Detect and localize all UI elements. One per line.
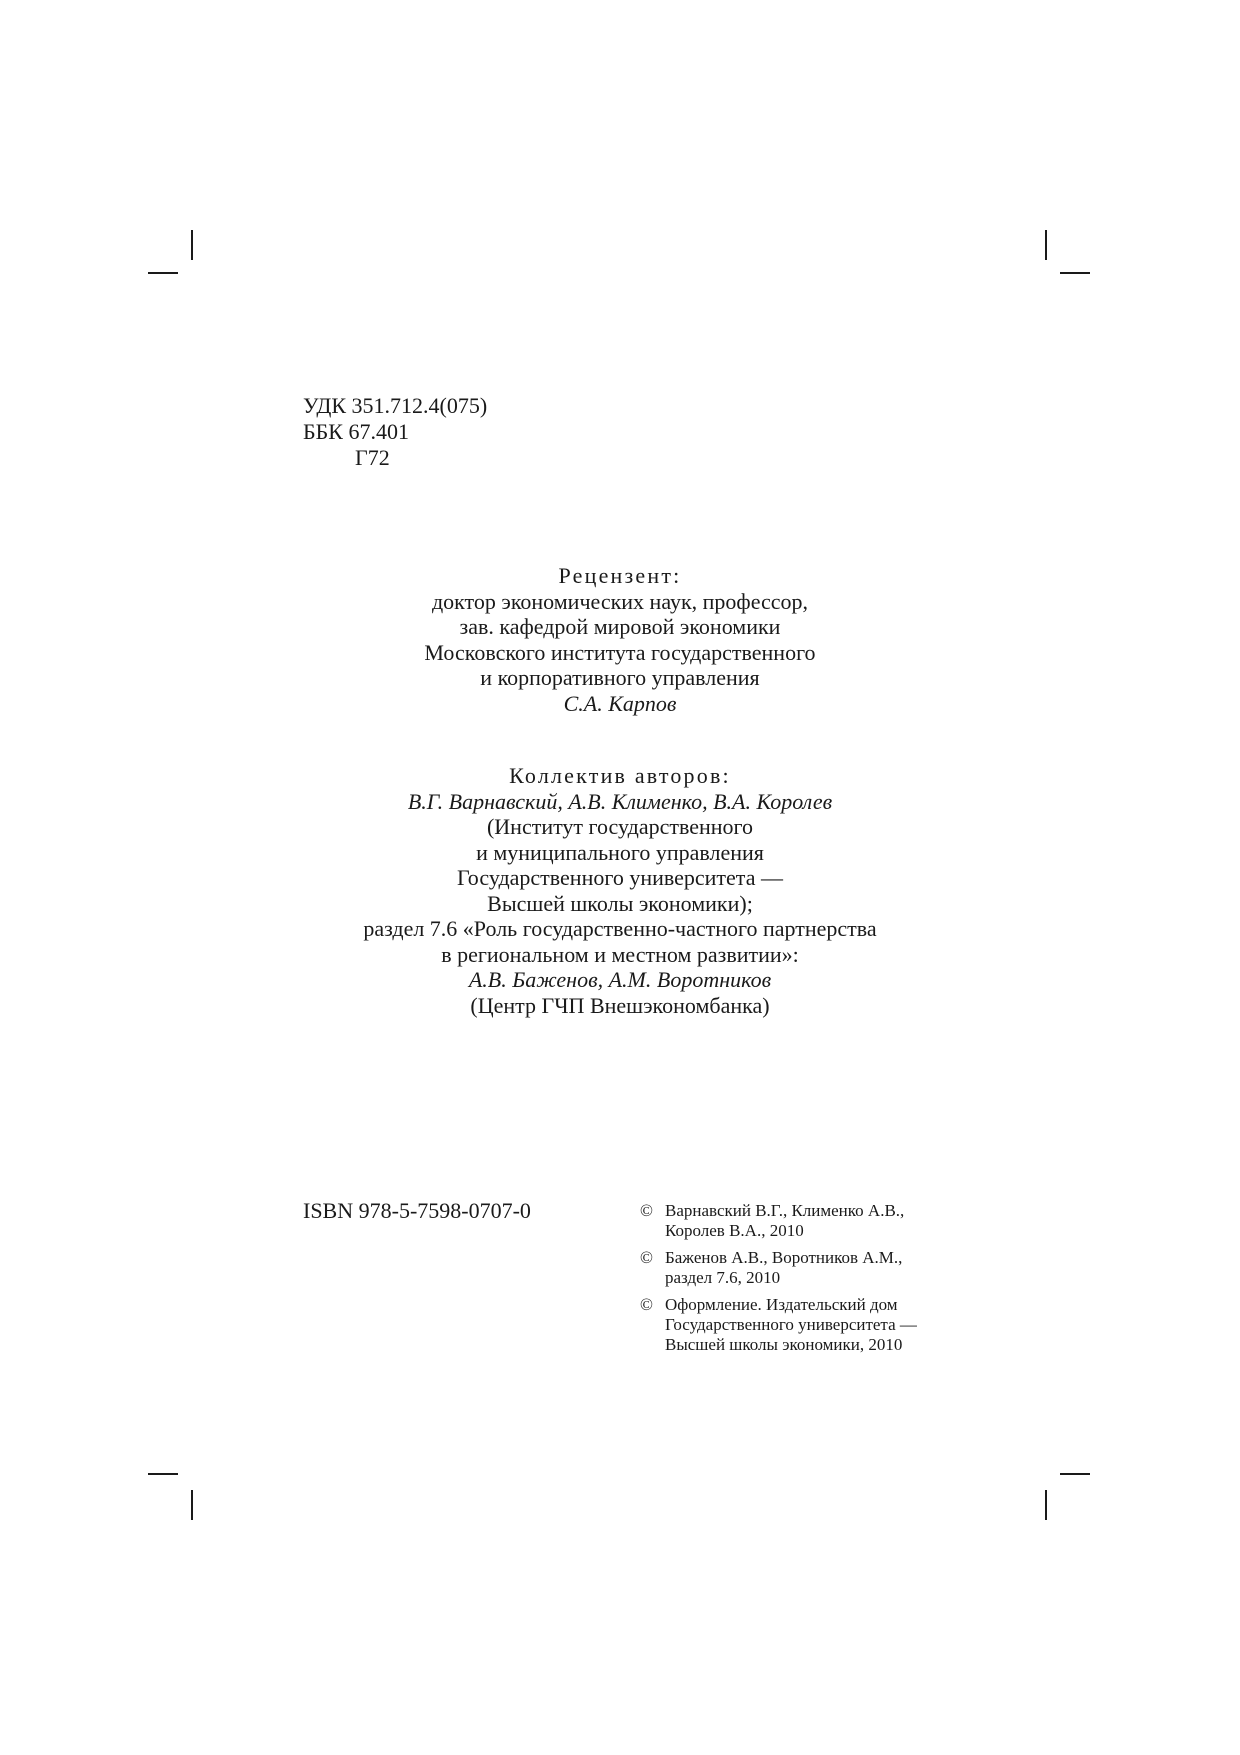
copyright-entry [640, 1295, 960, 1355]
section-affiliation: (Центр ГЧП Внешэкономбанка) [470, 992, 770, 1018]
author-affiliation-line: Высшей школы экономики); [487, 890, 753, 916]
author-affiliation-line: Государственного университета — [457, 865, 783, 890]
copyright-line: Высшей школы экономики, 2010 [665, 1335, 903, 1354]
crop-mark-top-left-horizontal [148, 272, 178, 274]
reviewer-credential-line: зав. кафедрой мировой экономики [459, 614, 781, 639]
copyright-notices [640, 1201, 960, 1362]
reviewer-name: С.А. Карпов [563, 690, 677, 716]
copyright-entry [640, 1248, 960, 1288]
reviewer-heading: Рецензент: [558, 563, 682, 588]
copyright-line: Варнавский В.Г., Клименко А.В., [665, 1201, 905, 1220]
author-mark: Г72 [355, 445, 390, 470]
isbn: ISBN 978-5-7598-0707-0 [303, 1198, 531, 1223]
copyright-line: Государственного университета — [665, 1315, 917, 1334]
crop-mark-bottom-right-vertical [1045, 1490, 1047, 1520]
author-affiliation-line: и муниципального управления [476, 839, 764, 865]
author-affiliation-line: (Институт государственного [486, 814, 754, 839]
copyright-entry [640, 1201, 960, 1241]
copyright-line: Баженов А.В., Воротников А.М., [665, 1248, 903, 1267]
classification-codes [303, 393, 487, 471]
section-title-line: раздел 7.6 «Роль государственно-частного партнерства [363, 916, 877, 941]
reviewer-credential-line: доктор экономических наук, профессор, [431, 588, 809, 614]
copyright-icon: © [640, 1201, 653, 1220]
crop-mark-top-left-vertical [191, 230, 193, 260]
crop-mark-top-right-horizontal [1060, 272, 1090, 274]
copyright-line: Королев В.А., 2010 [665, 1221, 804, 1240]
crop-mark-top-right-vertical [1045, 230, 1047, 260]
section-title-line: в региональном и местном развитии»: [441, 941, 799, 967]
udk-code: УДК 351.712.4(075) [303, 393, 488, 418]
copyright-line: раздел 7.6, 2010 [665, 1268, 781, 1287]
reviewer-credential-line: Московского института государственного [424, 639, 816, 665]
authors-block [250, 763, 990, 1018]
author-names: В.Г. Варнавский, А.В. Клименко, В.А. Королев [407, 788, 833, 814]
copyright-icon: © [640, 1295, 653, 1314]
authors-heading: Коллектив авторов: [509, 763, 731, 788]
bbk-code: ББК 67.401 [303, 419, 409, 444]
reviewer-credential-line: и корпоративного управления [480, 665, 760, 690]
crop-mark-bottom-left-horizontal [148, 1473, 178, 1475]
crop-mark-bottom-left-vertical [191, 1490, 193, 1520]
copyright-line: Оформление. Издательский дом [665, 1295, 898, 1314]
reviewer-block [250, 563, 990, 716]
crop-mark-bottom-right-horizontal [1060, 1473, 1090, 1475]
copyright-icon: © [640, 1248, 653, 1267]
section-author-names: А.В. Баженов, А.М. Воротников [468, 967, 772, 992]
